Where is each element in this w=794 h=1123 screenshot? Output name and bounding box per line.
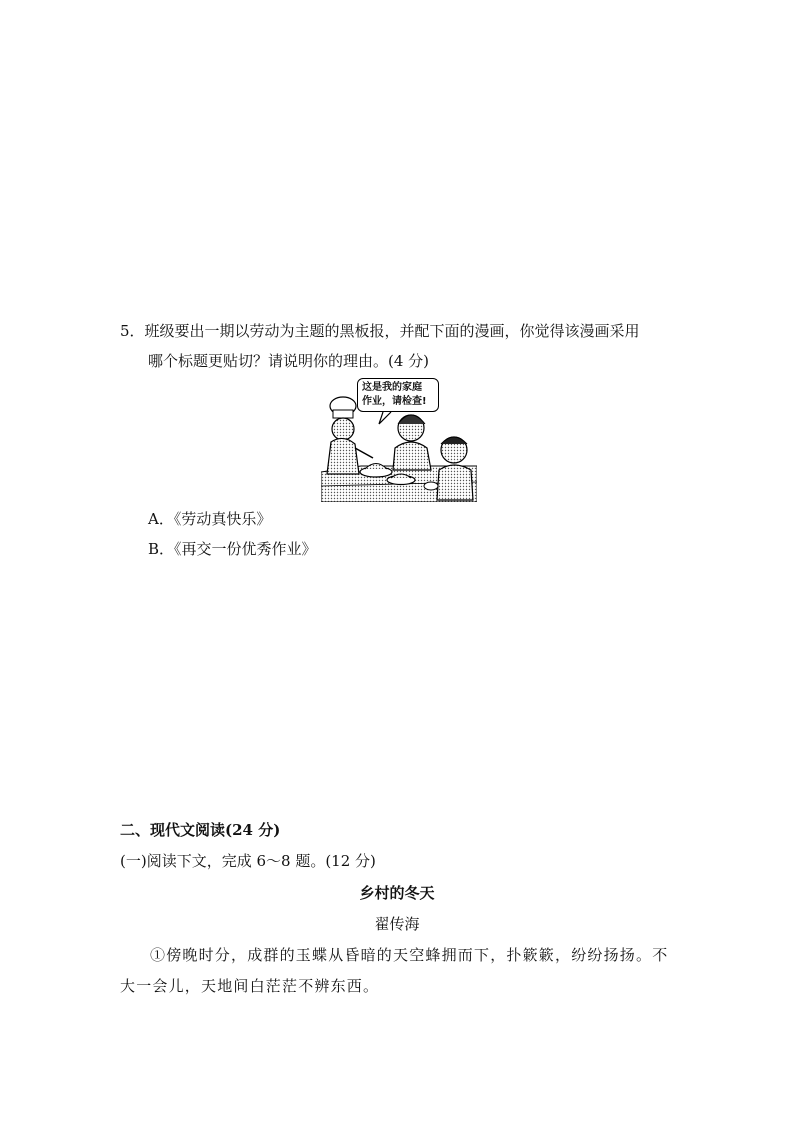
article-title: 乡村的冬天 [359, 884, 435, 902]
question-5-text-line1: 5．班级要出一期以劳动为主题的黑板报，并配下面的漫画，你觉得该漫画采用 [120, 322, 640, 340]
speech-bubble-line1: 这是我的家庭 [362, 382, 422, 393]
section-heading: 二、现代文阅读(24 分) [120, 821, 281, 839]
cartoon-illustration [321, 374, 477, 502]
question-5-text-line2: 哪个标题更贴切？请说明你的理由。(4 分) [148, 352, 430, 370]
speech-bubble-line2: 作业，请检查! [362, 396, 427, 407]
option-b: B．《再交一份优秀作业》 [148, 540, 317, 558]
paragraph-1-line1: ①傍晚时分，成群的玉蝶从昏暗的天空蜂拥而下，扑簌簌，纷纷扬扬。不 [150, 946, 669, 964]
option-a: A．《劳动真快乐》 [148, 510, 272, 528]
article-author: 翟传海 [374, 915, 420, 933]
paragraph-1-line2: 大一会儿，天地间白茫茫不辨东西。 [120, 977, 380, 995]
subsection-heading: (一)阅读下文，完成 6～8 题。(12 分) [120, 852, 376, 870]
speech-bubble [357, 378, 439, 412]
